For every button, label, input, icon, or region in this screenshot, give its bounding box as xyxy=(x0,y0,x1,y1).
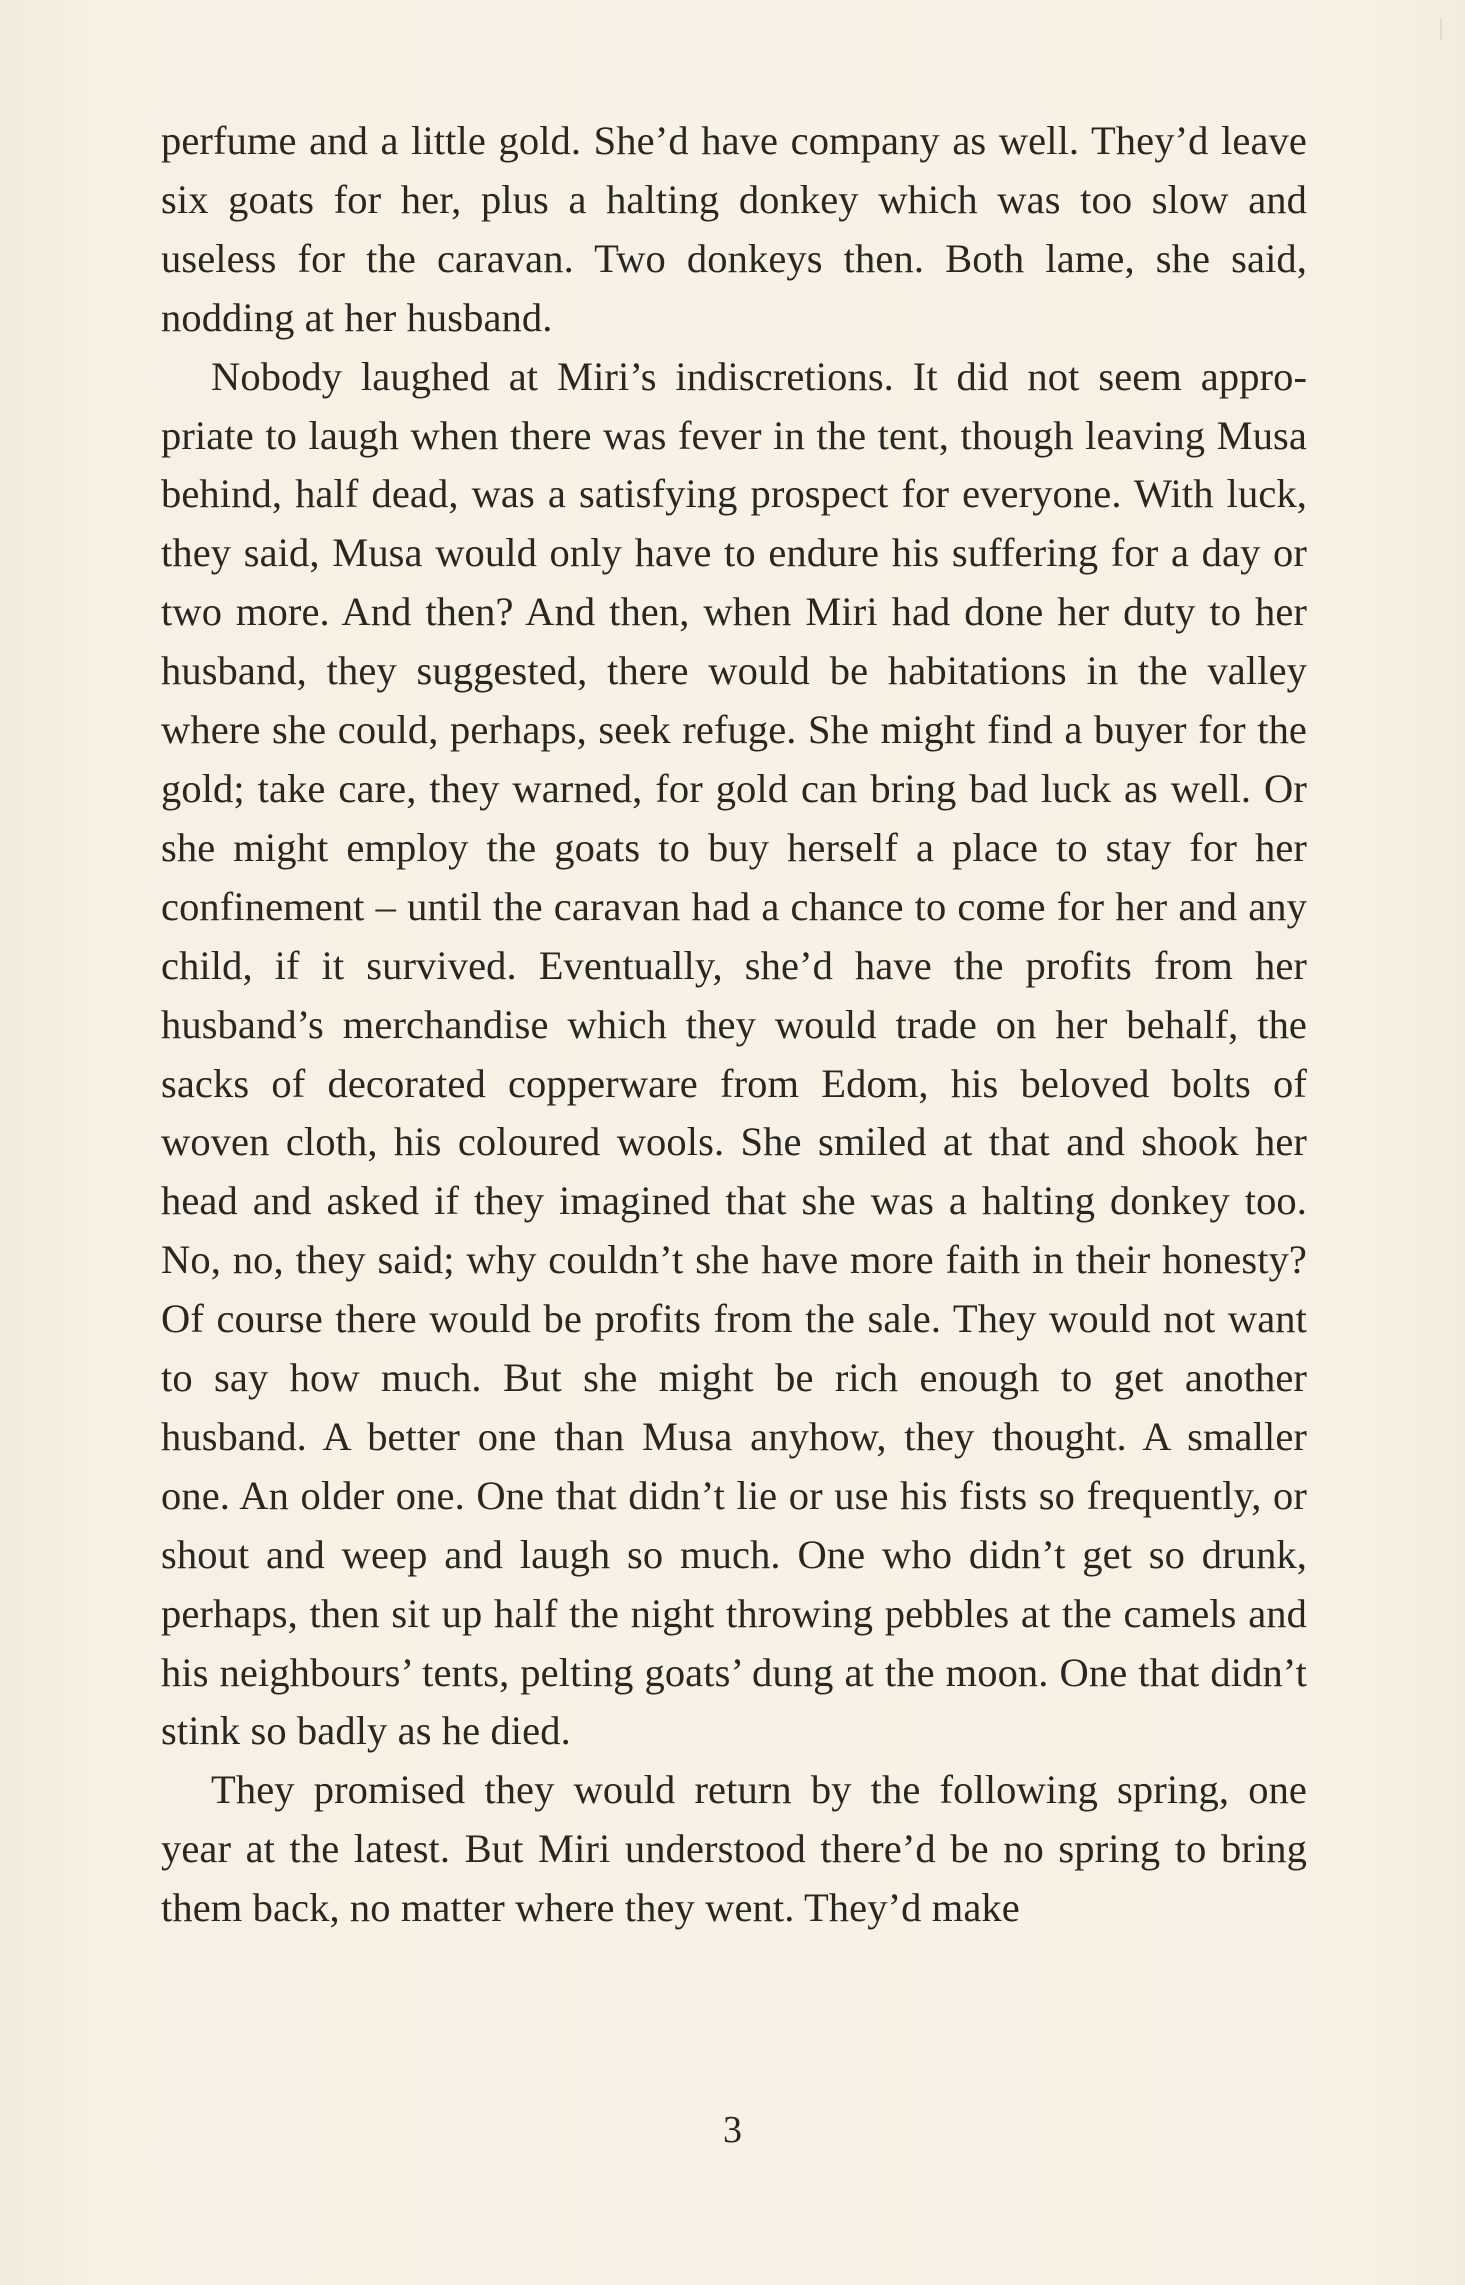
paragraph: Nobody laughed at Miri’s indiscretions. It did not seem appropriate to laugh when there was fever in the tent, though leaving Musa behind, half dead, was a satisfying prospect for everyone. With luck, they said, Musa would only have to endure his suffering for a day or two more. And then? And then, when Miri had done her duty to her husband, they suggested, there would be habitations in the valley where she could, perhaps, seek refuge. She might find a buyer for the gold; take care, they warned, for gold can bring bad luck as well. Or she might employ the goats to buy herself a place to stay for her confinement – until the caravan had a chance to come for her and any child, if it survived. Eventually, she’d have the profits from her husband’s merchandise which they would trade on her behalf, the sacks of decorated copperware from Edom, his beloved bolts of woven cloth, his coloured wools. She smiled at that and shook her head and asked if they imagined that she was a halting donkey too. No, no, they said; why couldn’t she have more faith in their honesty? Of course there would be profits from the sale. They would not want to say how much. But she might be rich enough to get another husband. A better one than Musa anyhow, they thought. A smaller one. An older one. One that didn’t lie or use his fists so frequently, or shout and weep and laugh so much. One who didn’t get so drunk, perhaps, then sit up half the night throwing pebbles at the camels and his neighbours’ tents, pelting goats’ dung at the moon. One that didn’t stink so badly as he died. xyxy=(161,353,1307,1754)
paragraph: They promised they would return by the following spring, one year at the latest. But Miri understood there’d be no spring to bring them back, no matter where they went. They’d make xyxy=(161,1767,1307,1931)
page-edge-mark xyxy=(1440,18,1442,40)
paragraph-continuation: perfume and a little gold. She’d have company as well. They’d leave six goats for her, plus a halting donkey which was too slow and useless for the caravan. Two donkeys then. Both lame, she said, nodding at her husband. xyxy=(161,118,1307,340)
page-number: 3 xyxy=(723,2109,742,2151)
body-text xyxy=(161,112,1307,1938)
